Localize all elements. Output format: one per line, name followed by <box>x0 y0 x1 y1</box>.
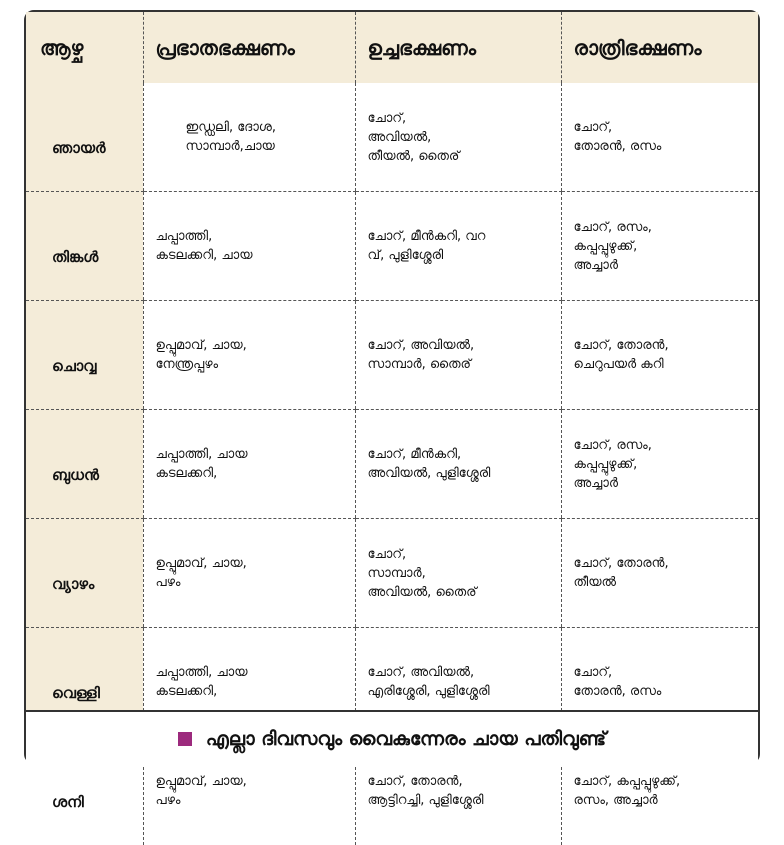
breakfast-line: കടലക്കറി, ചായ <box>156 246 355 265</box>
header-dinner: രാത്രിഭക്ഷണം <box>561 12 758 83</box>
lunch-line: ചോറ്, <box>368 545 561 564</box>
lunch-line: അവിയൽ, <box>368 128 561 147</box>
table-row <box>26 83 758 192</box>
dinner-line: കപ്പപ്പുഴുക്ക്, <box>574 455 759 474</box>
header-breakfast: പ്രഭാതഭക്ഷണം <box>143 12 355 83</box>
dinner-line: ചോറ്, കപ്പപ്പുഴുക്ക്, <box>574 772 759 791</box>
lunch-cell <box>355 519 561 628</box>
breakfast-cell <box>143 301 355 410</box>
lunch-line: ആട്ടിറച്ചി, പുളിശ്ശേരി <box>368 791 561 810</box>
breakfast-cell <box>143 519 355 628</box>
lunch-cell <box>355 410 561 519</box>
lunch-line: തീയൽ, തൈര് <box>368 147 561 166</box>
breakfast-line: ചപ്പാത്തി, <box>156 227 355 246</box>
breakfast-cell <box>143 192 355 301</box>
breakfast-line: ചപ്പാത്തി, ചായ <box>156 663 355 682</box>
breakfast-line: കടലക്കറി, <box>156 682 355 701</box>
day-name: ബുധൻ <box>26 410 143 519</box>
dinner-cell <box>561 83 758 192</box>
day-name: ഞായർ <box>26 83 143 192</box>
dinner-line: ചോറ്, തോരൻ, <box>574 336 759 355</box>
breakfast-line: ഉപ്പുമാവ്, ചായ, <box>156 554 355 573</box>
lunch-line: അവിയൽ, പുളിശ്ശേരി <box>368 464 561 483</box>
breakfast-line: ഉപ്പുമാവ്, ചായ, <box>156 772 355 791</box>
dinner-cell <box>561 410 758 519</box>
dinner-cell <box>561 519 758 628</box>
dinner-line: ചോറ്, തോരൻ, <box>574 554 759 573</box>
lunch-line: ചോറ്, അവിയൽ, <box>368 663 561 682</box>
breakfast-line: സാമ്പാർ,ചായ <box>186 137 355 156</box>
day-name: വെള്ളി <box>26 628 143 737</box>
header-row <box>26 12 758 83</box>
lunch-cell <box>355 301 561 410</box>
lunch-line: ചോറ്, അവിയൽ, <box>368 336 561 355</box>
breakfast-cell <box>143 83 355 192</box>
lunch-line: അവിയൽ, തൈര് <box>368 583 561 602</box>
square-bullet-icon <box>178 732 192 746</box>
lunch-line: ചോറ്, മീൻകറി, <box>368 445 561 464</box>
lunch-cell <box>355 83 561 192</box>
dinner-line: ചോറ്, രസം, <box>574 436 759 455</box>
table-row <box>26 192 758 301</box>
dinner-line: തോരൻ, രസം <box>574 682 759 701</box>
lunch-line: സാമ്പാർ, തൈര് <box>368 355 561 374</box>
day-name: തിങ്കൾ <box>26 192 143 301</box>
lunch-cell <box>355 192 561 301</box>
table-row <box>26 519 758 628</box>
breakfast-line: നേന്ത്രപ്പഴം <box>156 355 355 374</box>
dinner-line: അച്ചാർ <box>574 256 759 275</box>
dinner-line: തീയൽ <box>574 573 759 592</box>
table-row <box>26 301 758 410</box>
breakfast-line: കടലക്കറി, <box>156 464 355 483</box>
lunch-line: സാമ്പാർ, <box>368 564 561 583</box>
dinner-line: അച്ചാർ <box>574 474 759 493</box>
breakfast-line: പഴം <box>156 573 355 592</box>
lunch-line: ചോറ്, <box>368 109 561 128</box>
dinner-line: ചോറ്, <box>574 118 759 137</box>
lunch-line: ചോറ്, തോരൻ, <box>368 772 561 791</box>
breakfast-line: ചപ്പാത്തി, ചായ <box>156 445 355 464</box>
dinner-line: കപ്പപ്പുഴുക്ക്, <box>574 237 759 256</box>
breakfast-cell <box>143 410 355 519</box>
breakfast-line: പഴം <box>156 791 355 810</box>
lunch-line: വ്, പുളിശ്ശേരി <box>368 246 561 265</box>
footer-note <box>26 710 758 766</box>
day-name: വ്യാഴം <box>26 519 143 628</box>
footer-text: എല്ലാ ദിവസവും വൈകുന്നേരം ചായ പതിവുണ്ട് <box>206 728 606 750</box>
lunch-line: എരിശ്ശേരി, പുളിശ്ശേരി <box>368 682 561 701</box>
header-lunch: ഉച്ചഭക്ഷണം <box>355 12 561 83</box>
dinner-line: ചെറുപയർ കറി <box>574 355 759 374</box>
day-name: ശനി <box>26 737 143 845</box>
menu-card <box>24 10 760 764</box>
table-row <box>26 410 758 519</box>
day-name: ചൊവ്വ <box>26 301 143 410</box>
dinner-cell <box>561 301 758 410</box>
lunch-line: ചോറ്, മീൻകറി, വറ <box>368 227 561 246</box>
dinner-line: ചോറ്, <box>574 663 759 682</box>
header-day: ആഴ്ച <box>26 12 143 83</box>
dinner-line: തോരൻ, രസം <box>574 137 759 156</box>
breakfast-line: ഉപ്പുമാവ്, ചായ, <box>156 336 355 355</box>
dinner-line: ചോറ്, രസം, <box>574 218 759 237</box>
breakfast-line: ഇഡ്ഡലി, ദോശ, <box>186 118 355 137</box>
dinner-line: രസം, അച്ചാർ <box>574 791 759 810</box>
dinner-cell <box>561 192 758 301</box>
